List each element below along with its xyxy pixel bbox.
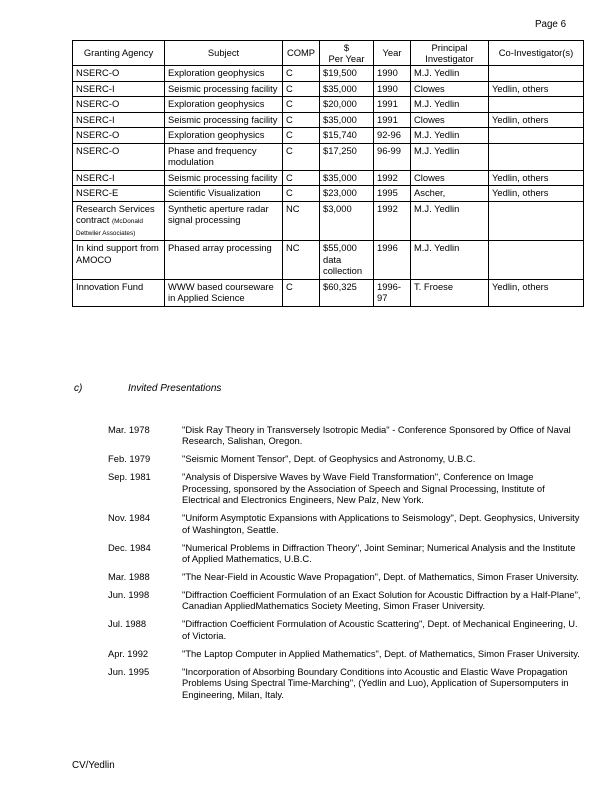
- cell-year: [374, 128, 411, 144]
- cell-pi-text: M.J. Yedlin: [414, 242, 460, 253]
- cell-amount-text: $23,000: [323, 187, 357, 198]
- presentation-item: [108, 589, 584, 612]
- cell-agency: [73, 81, 165, 97]
- cell-coinvestigators-text: Yedlin, others: [492, 187, 549, 198]
- cell-pi-text: T. Froese: [414, 280, 454, 292]
- cell-pi: [411, 81, 489, 97]
- cell-pi-text: M.J. Yedlin: [414, 144, 460, 156]
- cell-year: [374, 112, 411, 128]
- table-header-row: [73, 41, 584, 66]
- cell-pi-text: Clowes: [414, 113, 445, 125]
- table-row: [73, 241, 584, 280]
- cell-comp-text: C: [286, 113, 293, 125]
- cell-subject: [165, 241, 283, 280]
- cell-agency-text: NSERC-O: [76, 144, 120, 156]
- cell-year-text: 1990: [377, 67, 398, 78]
- presentation-date: Mar. 1988: [108, 571, 150, 583]
- page-number: Page 6: [535, 19, 567, 30]
- cell-coinvestigators: [489, 128, 584, 144]
- cell-pi: [411, 186, 489, 202]
- cell-year: [374, 279, 411, 306]
- header-co-investigators: Co-Investigator(s): [489, 41, 584, 66]
- cell-amount-text: $35,000: [323, 171, 357, 183]
- cell-pi: [411, 241, 489, 280]
- cell-subject-text: Seismic processing facility: [168, 171, 278, 183]
- cell-agency-text: NSERC-I: [76, 171, 115, 183]
- cell-amount-text: $20,000: [323, 98, 357, 109]
- table-row: [73, 112, 584, 128]
- cell-subject: [165, 112, 283, 128]
- table-row: [73, 170, 584, 186]
- cell-year: [374, 170, 411, 186]
- table-row: [73, 279, 584, 306]
- presentation-text: "Incorporation of Absorbing Boundary Conditions into Acoustic and Elastic Wave Propagation Problems Using Spectral Time-Marching", (Yedlin and Luo), Application of Supersomputers in Engineering, Milan, Italy.: [182, 665, 569, 700]
- cell-amount: [320, 81, 374, 97]
- presentation-item: [108, 512, 584, 535]
- section-title: Invited Presentations: [128, 383, 222, 394]
- cell-subject: [165, 66, 283, 82]
- footer-label: CV/Yedlin: [72, 760, 115, 771]
- cell-comp: [283, 170, 320, 186]
- cell-amount: [320, 186, 374, 202]
- header-subject: Subject: [165, 41, 283, 66]
- presentation-item: [108, 618, 584, 641]
- presentation-date: Sep. 1981: [108, 471, 151, 483]
- header-pi-line2: Investigator: [425, 53, 474, 64]
- presentation-item: [108, 453, 584, 464]
- presentation-item: [108, 648, 584, 659]
- cell-amount-text: $3,000: [323, 202, 352, 214]
- presentation-date: Nov. 1984: [108, 512, 151, 524]
- cell-agency: [73, 112, 165, 128]
- presentation-text: "Seismic Moment Tensor", Dept. of Geophysics and Astronomy, U.B.C.: [182, 453, 476, 465]
- cell-pi-text: Clowes: [414, 82, 445, 94]
- presentation-date: Mar. 1978: [108, 424, 150, 435]
- cell-comp: [283, 241, 320, 280]
- presentation-text: "The Laptop Computer in Applied Mathematics", Dept. of Mathematics, Simon Fraser University.: [182, 647, 580, 659]
- cell-agency-text: NSERC-O: [76, 98, 120, 109]
- cell-subject-text: Phased array processing: [168, 242, 272, 253]
- presentation-text: "Diffraction Coefficient Formulation of Acoustic Scattering", Dept. of Mechanical Engineering, U. of Victoria.: [182, 618, 578, 641]
- cell-comp: [283, 128, 320, 144]
- cell-comp: [283, 201, 320, 241]
- cell-subject: [165, 201, 283, 241]
- cell-amount: [320, 112, 374, 128]
- cell-coinvestigators: [489, 186, 584, 202]
- cell-year: [374, 201, 411, 241]
- cell-amount: [320, 201, 374, 241]
- cell-coinvestigators-text: Yedlin, others: [492, 82, 549, 94]
- cell-pi-text: M.J. Yedlin: [414, 202, 460, 214]
- presentation-text: "Analysis of Dispersive Waves by Wave Field Transformation", Conference on Image Processing, sponsored by the Association of Speech and Signal Processing, Institute of Electrical and Electronics Engineers, New Palz, New York.: [182, 471, 545, 506]
- cell-coinvestigators: [489, 81, 584, 97]
- cell-coinvestigators: [489, 170, 584, 186]
- cell-subject-text: Phase and frequency modulation: [168, 144, 257, 167]
- cell-agency: [73, 279, 165, 306]
- cell-comp: [283, 81, 320, 97]
- cell-year-text: 1992: [377, 171, 398, 183]
- presentation-text: "Numerical Problems in Diffraction Theory", Joint Seminar; Numerical Analysis and the Institute of Applied Mathematics, U.B.C.: [182, 541, 576, 565]
- table-row: [73, 81, 584, 97]
- cell-year-text: 96-99: [377, 144, 401, 156]
- cell-agency-text: NSERC-O: [76, 129, 120, 140]
- agency-note: (McDonald Dettwiler Associates): [76, 218, 143, 237]
- cell-agency-text: NSERC-I: [76, 113, 115, 125]
- cell-pi: [411, 170, 489, 186]
- cell-amount-text: $60,325: [323, 280, 357, 292]
- cell-pi: [411, 128, 489, 144]
- cell-pi: [411, 97, 489, 113]
- cell-year: [374, 97, 411, 113]
- cell-coinvestigators-text: Yedlin, others: [492, 171, 549, 183]
- table-row: [73, 128, 584, 144]
- cell-amount: [320, 66, 374, 82]
- presentation-item: [108, 424, 584, 447]
- cell-amount-text: $17,250: [323, 144, 357, 156]
- cell-comp: [283, 143, 320, 170]
- header-principal-investigator: [411, 41, 489, 66]
- cell-comp-text: NC: [286, 242, 300, 253]
- cell-subject-text: Exploration geophysics: [168, 98, 265, 109]
- cell-year: [374, 143, 411, 170]
- table-row: [73, 97, 584, 113]
- cell-comp-text: C: [286, 171, 293, 183]
- cell-year-text: 1996: [377, 242, 398, 253]
- cell-amount: [320, 128, 374, 144]
- table-row: [73, 66, 584, 82]
- cell-comp: [283, 66, 320, 82]
- cell-amount-text: $35,000: [323, 113, 357, 125]
- header-amount-unit: Per Year: [328, 53, 365, 64]
- cell-comp-text: C: [286, 187, 293, 198]
- cell-year-text: 1991: [377, 113, 398, 125]
- cell-amount-text: $15,740: [323, 129, 357, 140]
- cell-pi-text: M.J. Yedlin: [414, 98, 460, 109]
- cell-comp-text: C: [286, 98, 293, 109]
- cell-agency: [73, 170, 165, 186]
- cell-comp-text: C: [286, 82, 293, 94]
- presentation-date: Jun. 1995: [108, 665, 150, 677]
- cell-comp: [283, 97, 320, 113]
- cell-subject-text: Exploration geophysics: [168, 129, 265, 140]
- cell-pi-text: M.J. Yedlin: [414, 67, 460, 78]
- cell-year: [374, 81, 411, 97]
- cell-amount-text: $55,000 data collection: [323, 242, 363, 276]
- cell-agency-text: NSERC-I: [76, 82, 115, 94]
- cell-subject: [165, 97, 283, 113]
- presentation-item: [108, 571, 584, 582]
- cell-agency: [73, 201, 165, 241]
- section-number: c): [74, 383, 83, 394]
- cell-subject-text: Exploration geophysics: [168, 67, 265, 78]
- cell-agency-text: In kind support from AMOCO: [76, 242, 159, 265]
- grants-table-body: [73, 66, 584, 307]
- cell-comp-text: C: [286, 280, 293, 292]
- cell-subject: [165, 186, 283, 202]
- presentation-date: Dec. 1984: [108, 541, 151, 553]
- cell-amount: [320, 97, 374, 113]
- cell-pi: [411, 201, 489, 241]
- header-comp: COMP: [283, 41, 320, 66]
- cell-coinvestigators: [489, 279, 584, 306]
- presentation-date: Feb. 1979: [108, 453, 151, 465]
- cell-year-text: 1995: [377, 187, 398, 198]
- presentation-item: [108, 542, 584, 565]
- cell-comp-text: C: [286, 144, 293, 156]
- cell-subject: [165, 143, 283, 170]
- cell-agency: [73, 143, 165, 170]
- cell-subject: [165, 81, 283, 97]
- header-pi-line1: Principal: [431, 41, 468, 53]
- cell-amount-text: $19,500: [323, 67, 357, 78]
- table-row: [73, 201, 584, 241]
- table-row: [73, 186, 584, 202]
- cell-amount: [320, 143, 374, 170]
- presentation-text: "Diffraction Coefficient Formulation of an Exact Solution for Acoustic Diffraction by a Half-Plane", Canadian AppliedMathematics Society Meeting, Simon Fraser University.: [182, 589, 581, 612]
- header-year: Year: [374, 41, 411, 66]
- cell-agency: [73, 241, 165, 280]
- cell-coinvestigators: [489, 241, 584, 280]
- cell-agency-text: NSERC-O: [76, 67, 120, 78]
- presentation-date: Jun. 1998: [108, 589, 150, 601]
- presentation-item: [108, 666, 584, 700]
- cell-subject: [165, 170, 283, 186]
- cell-pi-text: Ascher,: [414, 187, 446, 198]
- cell-comp: [283, 186, 320, 202]
- cell-comp: [283, 112, 320, 128]
- cell-year: [374, 186, 411, 202]
- cell-coinvestigators: [489, 112, 584, 128]
- cell-year: [374, 241, 411, 280]
- grants-table: [72, 40, 584, 307]
- presentation-item: [108, 471, 584, 505]
- cell-comp-text: NC: [286, 202, 300, 214]
- cell-subject-text: Seismic processing facility: [168, 113, 278, 125]
- cell-coinvestigators-text: Yedlin, others: [492, 113, 549, 125]
- header-amount-symbol: $: [343, 41, 350, 53]
- cell-subject-text: Synthetic aperture radar signal processing: [168, 202, 269, 225]
- cell-pi: [411, 112, 489, 128]
- cell-subject: [165, 128, 283, 144]
- cell-coinvestigators: [489, 97, 584, 113]
- cell-subject-text: WWW based courseware in Applied Science: [168, 280, 274, 303]
- cell-pi: [411, 66, 489, 82]
- cell-agency-text: Innovation Fund: [76, 280, 144, 292]
- cell-amount: [320, 279, 374, 306]
- header-granting-agency: Granting Agency: [73, 41, 165, 66]
- presentation-text: "Uniform Asymptotic Expansions with Applications to Seismology", Dept. Geophysics, University of Washington, Seattle.: [182, 512, 580, 535]
- cell-coinvestigators: [489, 143, 584, 170]
- cell-comp: [283, 279, 320, 306]
- cell-agency: [73, 66, 165, 82]
- cell-coinvestigators-text: Yedlin, others: [492, 280, 549, 292]
- cell-year-text: 92-96: [377, 129, 401, 140]
- cell-agency: [73, 97, 165, 113]
- presentations-list: [108, 424, 584, 707]
- cell-pi-text: M.J. Yedlin: [414, 129, 460, 140]
- cell-year-text: 1990: [377, 82, 398, 94]
- section-heading: [74, 383, 221, 394]
- cell-amount-text: $35,000: [323, 82, 357, 94]
- cell-pi-text: Clowes: [414, 171, 445, 183]
- cell-coinvestigators: [489, 201, 584, 241]
- cell-year-text: 1992: [377, 202, 398, 214]
- cell-pi: [411, 279, 489, 306]
- cell-amount: [320, 170, 374, 186]
- cell-pi: [411, 143, 489, 170]
- cell-year: [374, 66, 411, 82]
- cell-amount: [320, 241, 374, 280]
- table-row: [73, 143, 584, 170]
- cell-subject-text: Scientific Visualization: [168, 187, 261, 198]
- cell-coinvestigators: [489, 66, 584, 82]
- cell-agency-text: NSERC-E: [76, 187, 119, 198]
- presentation-date: Jul. 1988: [108, 618, 147, 630]
- cell-comp-text: C: [286, 129, 293, 140]
- header-amount: [320, 41, 374, 66]
- cell-subject-text: Seismic processing facility: [168, 82, 278, 94]
- cell-agency: [73, 186, 165, 202]
- cell-year-text: 1991: [377, 98, 398, 109]
- presentation-text: "The Near-Field in Acoustic Wave Propagation", Dept. of Mathematics, Simon Fraser University.: [182, 571, 579, 583]
- cell-subject: [165, 279, 283, 306]
- cell-year-text: 1996-97: [377, 280, 401, 303]
- cell-comp-text: C: [286, 67, 293, 78]
- cell-agency-text: Research Services contract: [76, 202, 155, 225]
- presentation-text: "Disk Ray Theory in Transversely Isotropic Media" - Conference Sponsored by Office of Naval Research, Salishan, Oregon.: [182, 424, 571, 447]
- cell-agency: [73, 128, 165, 144]
- presentation-date: Apr. 1992: [108, 647, 149, 659]
